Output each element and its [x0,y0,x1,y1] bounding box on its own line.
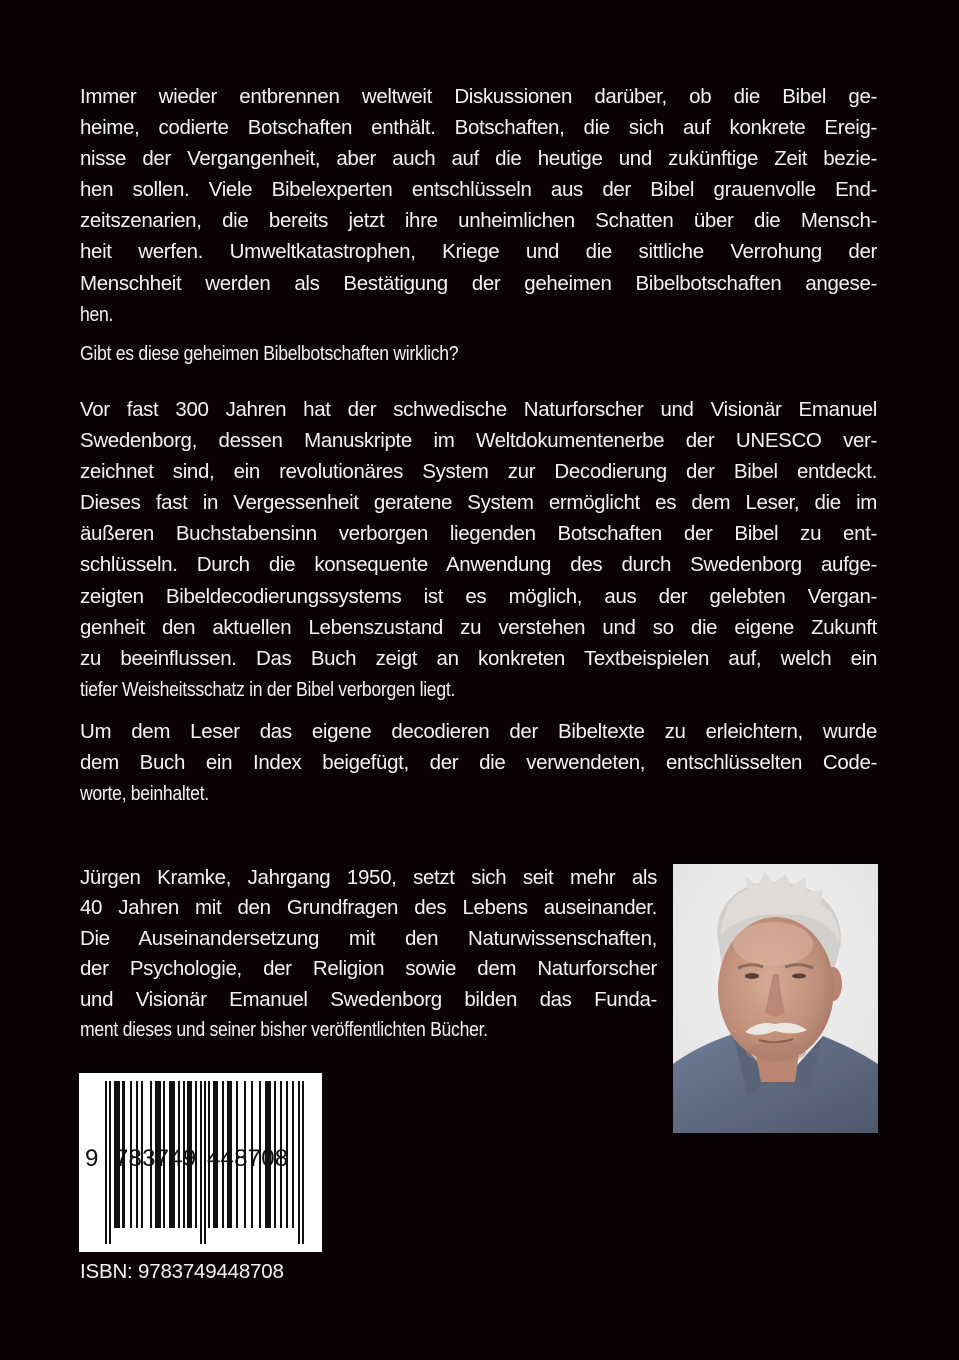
author-photo [673,864,878,1133]
blurb-question [80,338,877,369]
text-line: dem Buch ein Index beigefügt, der die verwendeten, entschlüsselten Code- [80,751,877,775]
text-line: Jürgen Kramke, Jahrgang 1950, setzt sich seit mehr als [80,866,657,889]
text-line: Dieses fast in Vergessenheit geratene System ermöglicht es dem Leser, die im [80,491,877,515]
text-line: hen. [80,302,114,326]
author-portrait-image [673,864,878,1133]
text-line: und Visionär Emanuel Swedenborg bilden das Funda- [80,987,657,1011]
text-line: Gibt es diese geheimen Bibelbotschaften wirklich? [80,342,459,365]
text-line: zu beeinflussen. Das Buch zeigt an konkreten Textbeispielen auf, welch ein [80,646,877,670]
blurb-paragraph-4 [80,716,877,809]
text-line: äußeren Buchstabensinn verborgen liegenden Botschaften der Bibel zu ent- [80,522,877,546]
text-line: hen sollen. Viele Bibelexperten entschlüsseln aus der Bibel grauenvolle End- [80,178,877,202]
text-line: Menschheit werden als Bestätigung der geheimen Bibelbotschaften angese- [80,271,877,295]
blurb-paragraph-1 [80,81,877,330]
text-line: Um dem Leser das eigene decodieren der Bibeltexte zu erleichtern, wurde [80,720,877,743]
text-line: Immer wieder entbrennen weltweit Diskussionen darüber, ob die Bibel ge- [80,85,877,108]
text-line: heime, codierte Botschaften enthält. Botschaften, die sich auf konkrete Ereig- [80,116,877,140]
text-line: genheit den aktuellen Lebenszustand zu verstehen und so die eigene Zukunft [80,615,877,639]
text-line: zeigten Bibeldecodierungssystems ist es möglich, aus der gelebten Vergan- [80,584,877,608]
isbn-label: ISBN: 9783749448708 [80,1260,284,1283]
text-line: Vor fast 300 Jahren hat der schwedische Naturforscher und Visionär Emanuel [80,398,877,421]
text-line: ment dieses und seiner bisher veröffentlichten Bücher. [80,1018,488,1042]
text-line: Swedenborg, dessen Manuskripte im Weltdokumentenerbe der UNESCO ver- [80,429,877,453]
text-line: worte, beinhaltet. [80,782,209,806]
text-line: der Psychologie, der Religion sowie dem Naturforscher [80,957,657,981]
barcode-left-group: 783749 [115,1145,197,1172]
text-line: schlüsseln. Durch die konsequente Anwendung des durch Swedenborg aufge- [80,553,877,577]
text-line: zeichnet sind, ein revolutionäres System zur Decodierung der Bibel entdeckt. [80,460,877,484]
author-bio [80,863,657,1045]
blurb-paragraph-3 [80,394,877,705]
text-line: nisse der Vergangenheit, aber auch auf die heutige und zukünftige Zeit bezie- [80,147,877,171]
text-line: zeitszenarien, die bereits jetzt ihre unheimlichen Schatten über die Mensch- [80,209,877,233]
barcode-right-group: 448708 [207,1145,289,1172]
barcode-lead-digit: 9 [85,1145,99,1172]
text-line: 40 Jahren mit den Grundfragen des Lebens auseinander. [80,896,657,920]
text-line: tiefer Weisheitsschatz in der Bibel verborgen liegt. [80,677,456,701]
text-line: heit werfen. Umweltkatastrophen, Kriege und die sittliche Verrohung der [80,240,877,264]
text-line: Die Auseinandersetzung mit den Naturwissenschaften, [80,926,657,950]
